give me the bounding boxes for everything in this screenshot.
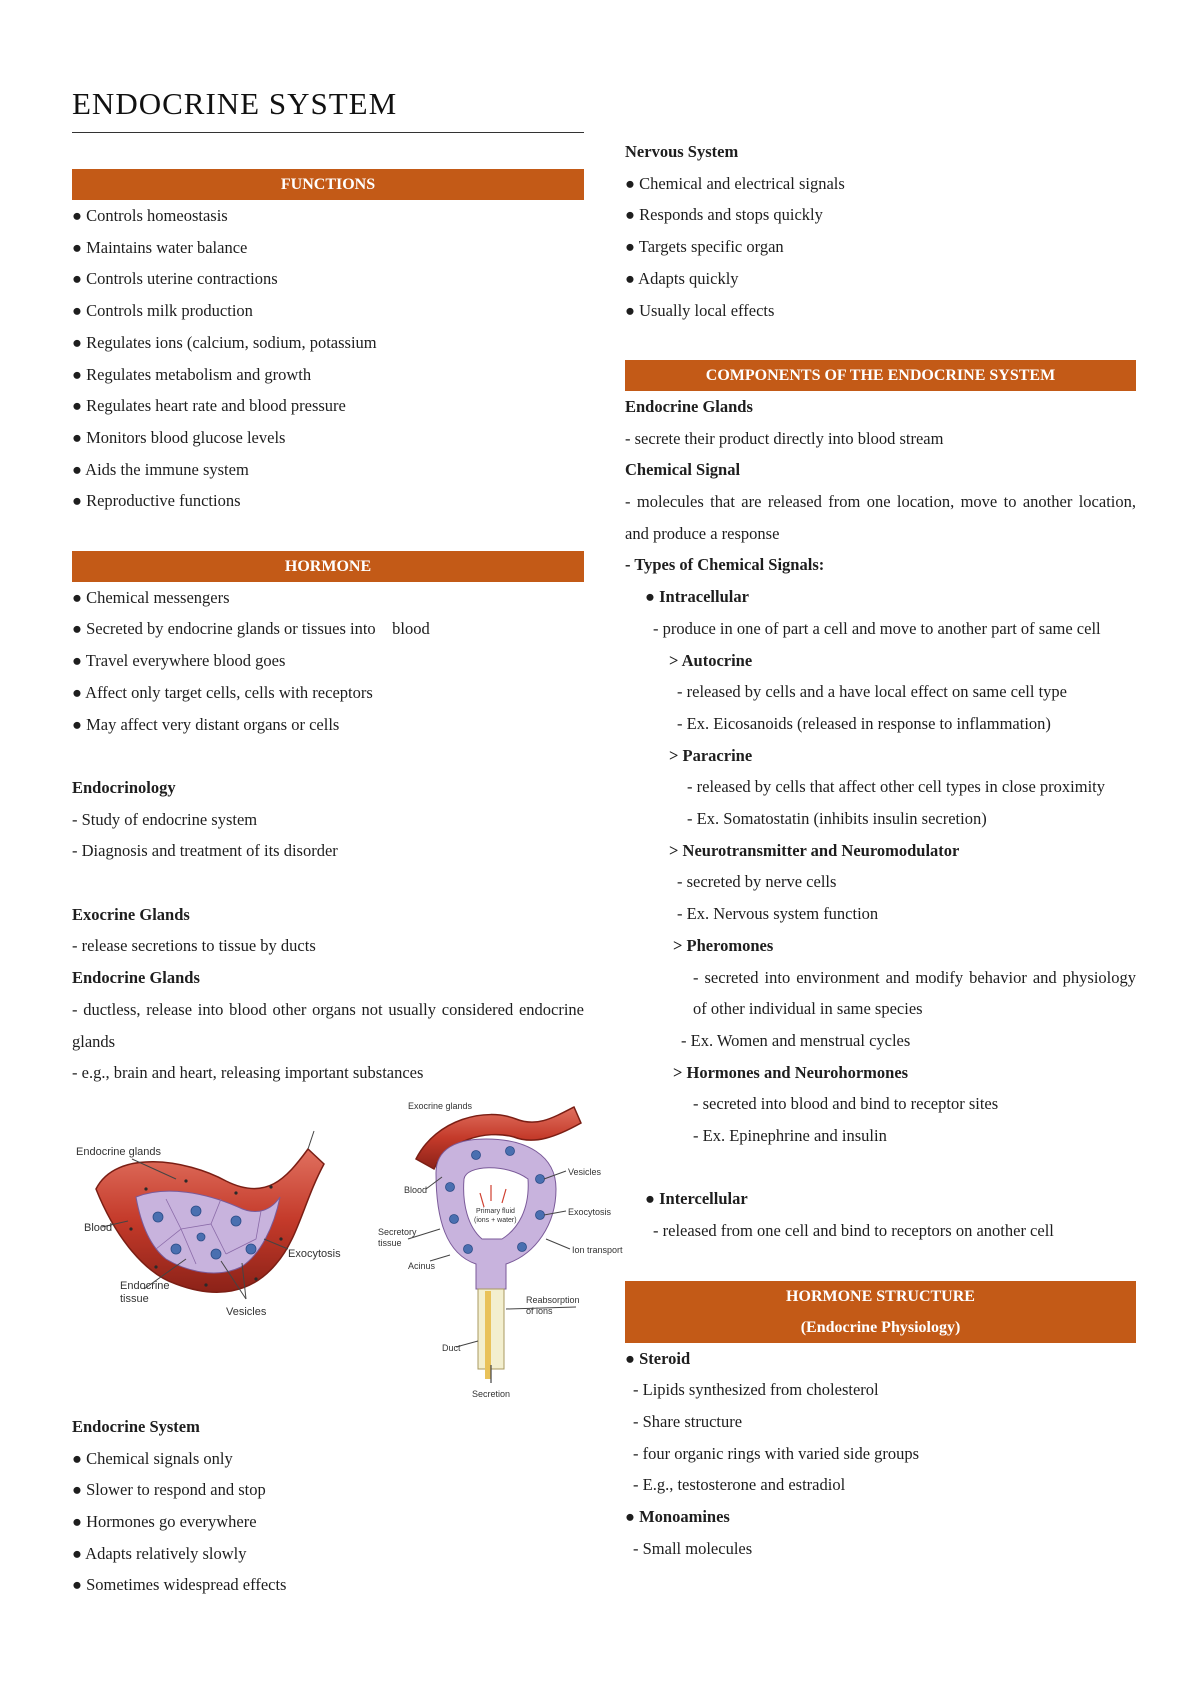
hormone-list <box>72 582 584 741</box>
left-column <box>72 167 623 1601</box>
list-item: ● Controls uterine contractions <box>72 269 278 289</box>
label-secretion: Secretion <box>472 1388 511 1399</box>
hormones-example: - Ex. Epinephrine and insulin <box>693 1126 887 1146</box>
autocrine-example: - Ex. Eicosanoids (released in response to inflammation) <box>677 713 1051 733</box>
label-endocrine-tissue: tissue <box>120 1292 149 1305</box>
nervous-system-list <box>625 168 1136 327</box>
components-endocrine-glands-heading: Endocrine Glands <box>625 396 753 416</box>
label-vesicles: Vesicles <box>226 1305 267 1318</box>
gland-diagram-svg <box>36 1089 626 1411</box>
list-item: ● Adapts quickly <box>625 268 739 288</box>
list-item: ● May affect very distant organs or cells <box>72 714 340 734</box>
list-item: ● Travel everywhere blood goes <box>72 651 286 671</box>
label-duct: Duct <box>442 1342 461 1353</box>
endocrine-system-heading: Endocrine System <box>72 1416 200 1436</box>
monoamines-line: - Small molecules <box>633 1538 753 1558</box>
label-secretory-tissue: Secretory <box>378 1226 417 1237</box>
neurotransmitter-line: - secreted by nerve cells <box>677 872 837 892</box>
list-item: ● Reproductive functions <box>72 491 241 511</box>
intercellular-heading: ● Intercellular <box>645 1189 748 1209</box>
label-primary-fluid: Primary fluid <box>476 1207 515 1215</box>
label-blood: Blood <box>84 1221 113 1234</box>
label-blood: Blood <box>404 1184 428 1195</box>
endocrine-glands-desc: - ductless, release into blood other organs not usually considered endocrine glands <box>72 999 584 1051</box>
intercellular-line: - released from one cell and bind to receptors on another cell <box>653 1221 1054 1241</box>
components-header: COMPONENTS OF THE ENDOCRINE SYSTEM <box>625 360 1136 391</box>
hormones-heading: > Hormones and Neurohormones <box>673 1062 909 1082</box>
neurotransmitter-heading: > Neurotransmitter and Neuromodulator <box>669 840 960 860</box>
label-ion-transport: Ion transport <box>572 1244 623 1255</box>
paracrine-example: - Ex. Somatostatin (inhibits insulin secretion) <box>687 809 987 829</box>
list-item: ● Responds and stops quickly <box>625 205 823 225</box>
functions-list <box>72 200 584 517</box>
list-item: ● Controls homeostasis <box>72 206 228 225</box>
list-item: ● Targets specific organ <box>625 237 784 257</box>
label-exocytosis: Exocytosis <box>288 1247 341 1260</box>
intracellular-desc-text: - produce in one of part a cell and move to another part of same cell <box>653 618 1101 638</box>
label-exocytosis: Exocytosis <box>568 1206 612 1217</box>
label-reabsorption: of ions <box>526 1305 553 1316</box>
list-item: ● Chemical messengers <box>72 587 230 607</box>
endocrinology-line: - Study of endocrine system <box>72 809 258 829</box>
endocrine-glands-heading: Endocrine Glands <box>72 968 200 988</box>
list-item: ● Regulates metabolism and growth <box>72 364 312 384</box>
monoamines-heading: ● Monoamines <box>625 1507 730 1527</box>
exocrine-gland-illustration <box>378 1101 623 1399</box>
functions-header: FUNCTIONS <box>72 169 584 200</box>
label-endocrine-tissue: Endocrine <box>120 1279 170 1292</box>
steroid-line: - four organic rings with varied side groups <box>633 1443 920 1463</box>
hormone-structure-title: HORMONE STRUCTURE <box>786 1287 975 1305</box>
steroid-line: - Lipids synthesized from cholesterol <box>633 1380 879 1400</box>
label-endocrine-glands: Endocrine glands <box>76 1145 162 1158</box>
list-item: ● Secreted by endocrine glands or tissues into blood <box>72 619 430 639</box>
page-title: ENDOCRINE SYSTEM <box>72 86 584 133</box>
nervous-system-heading: Nervous System <box>625 142 739 161</box>
autocrine-heading: > Autocrine <box>669 650 753 670</box>
list-item: ● Sometimes widespread effects <box>72 1575 287 1595</box>
types-heading: - Types of Chemical Signals: <box>625 555 825 575</box>
intracellular-heading: ● Intracellular <box>645 587 749 607</box>
pheromones-example: - Ex. Women and menstrual cycles <box>681 1030 911 1050</box>
endocrinology-line: - Diagnosis and treatment of its disorder <box>72 841 338 861</box>
list-item: ● Chemical and electrical signals <box>625 173 845 193</box>
hormone-structure-header <box>625 1281 1136 1343</box>
steroid-line: - Share structure <box>633 1411 743 1431</box>
intracellular-desc <box>625 613 1136 645</box>
neurotransmitter-example: - Ex. Nervous system function <box>677 904 879 924</box>
pheromones-line: - secreted into environment and modify behavior and physiology of other individual in same species <box>693 967 1136 1019</box>
components-endocrine-glands-line: - secrete their product directly into blood stream <box>625 428 944 448</box>
list-item: ● Regulates ions (calcium, sodium, potassium <box>72 332 377 352</box>
label-acinus: Acinus <box>408 1260 436 1271</box>
list-item: ● Hormones go everywhere <box>72 1512 257 1532</box>
list-item: ● Controls milk production <box>72 301 253 321</box>
label-exocrine-glands: Exocrine glands <box>408 1100 473 1111</box>
label-secretory-tissue: tissue <box>378 1237 402 1248</box>
list-item: ● Regulates heart rate and blood pressure <box>72 396 346 416</box>
hormone-header: HORMONE <box>72 551 584 582</box>
list-item: ● Affect only target cells, cells with receptors <box>72 682 373 702</box>
pheromones-heading: > Pheromones <box>673 935 774 955</box>
list-item: ● Slower to respond and stop <box>72 1480 266 1500</box>
steroid-line: - E.g., testosterone and estradiol <box>633 1475 846 1495</box>
gland-diagram <box>36 1089 623 1411</box>
paracrine-line: - released by cells that affect other cell types in close proximity <box>687 777 1106 797</box>
hormone-structure-subtitle: (Endocrine Physiology) <box>800 1318 961 1336</box>
chemical-signal-heading: Chemical Signal <box>625 460 741 480</box>
steroid-heading: ● Steroid <box>625 1348 691 1368</box>
chemical-signal-desc: - molecules that are released from one location, move to another location, and produce a response <box>625 492 1136 543</box>
list-item: ● Maintains water balance <box>72 237 248 257</box>
list-item: ● Monitors blood glucose levels <box>72 427 286 447</box>
list-item: ● Aids the immune system <box>72 459 249 479</box>
endocrine-system-list <box>72 1443 584 1602</box>
label-primary-fluid: (ions + water) <box>474 1216 517 1224</box>
list-item: ● Adapts relatively slowly <box>72 1543 247 1563</box>
endocrine-gland-illustration <box>76 1131 341 1318</box>
right-column <box>625 136 1136 1564</box>
exocrine-line: - release secretions to tissue by ducts <box>72 936 316 956</box>
list-item: ● Chemical signals only <box>72 1448 233 1468</box>
label-vesicles: Vesicles <box>568 1166 602 1177</box>
label-reabsorption: Reabsorption <box>526 1294 580 1305</box>
endocrinology-heading: Endocrinology <box>72 777 176 797</box>
paracrine-heading: > Paracrine <box>669 745 753 765</box>
hormones-line: - secreted into blood and bind to receptor sites <box>693 1094 999 1114</box>
list-item: ● Usually local effects <box>625 300 775 320</box>
exocrine-heading: Exocrine Glands <box>72 904 190 924</box>
endocrine-glands-example: - e.g., brain and heart, releasing important substances <box>72 1063 424 1083</box>
autocrine-line: - released by cells and a have local effect on same cell type <box>677 682 1068 702</box>
